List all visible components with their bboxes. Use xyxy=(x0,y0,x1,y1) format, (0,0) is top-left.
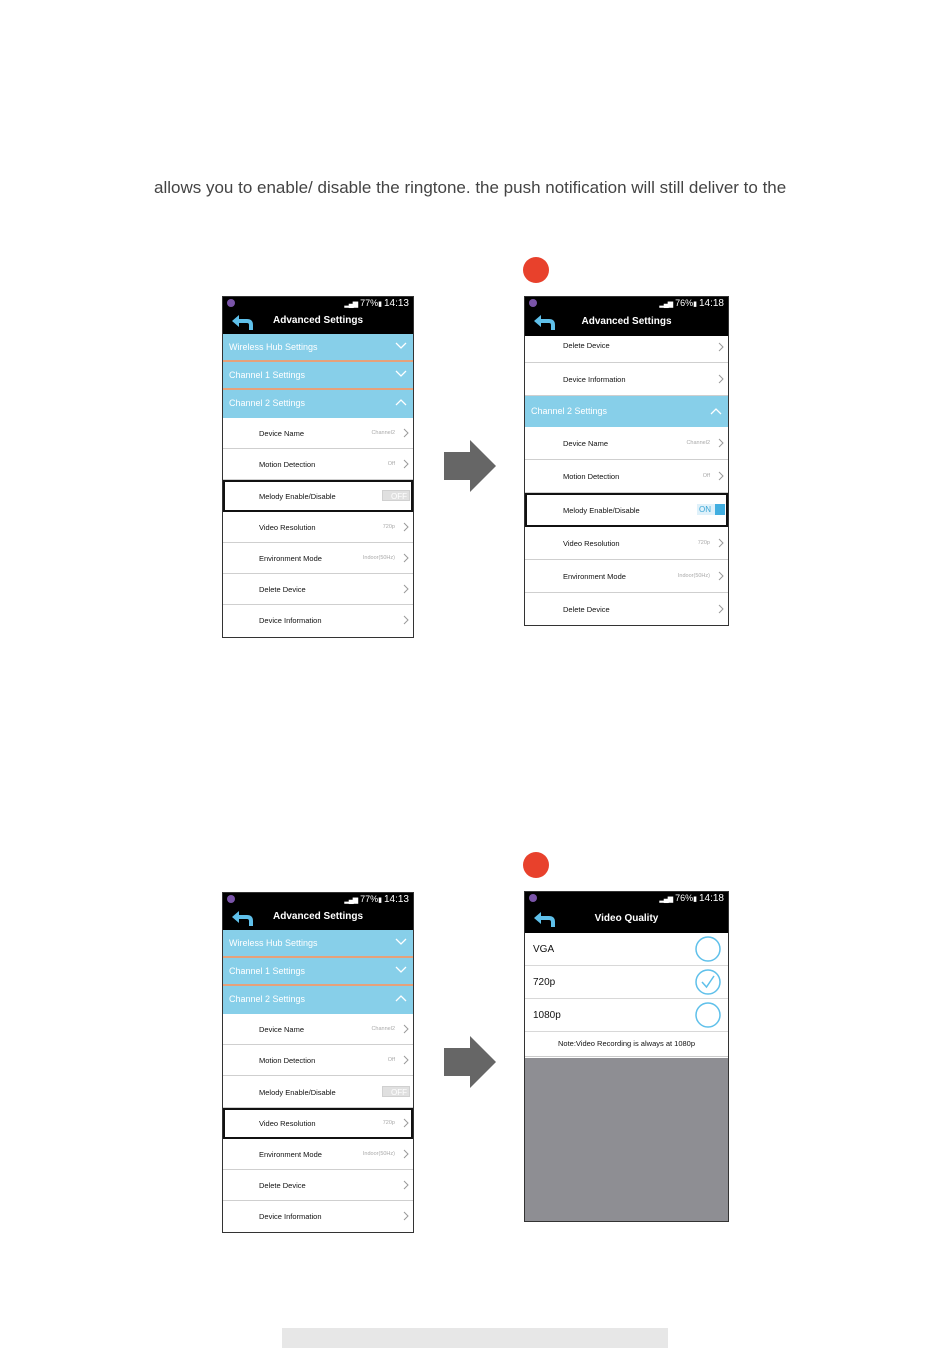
status-bar xyxy=(525,892,728,905)
status-bar xyxy=(525,297,728,310)
status-bar xyxy=(223,297,413,310)
setting-label: Motion Detection xyxy=(259,1056,316,1065)
setting-value: Channel2 xyxy=(371,1026,395,1032)
chevron-right-icon xyxy=(403,428,409,438)
app-notification-icon xyxy=(529,299,537,307)
setting-row-video-resolution[interactable] xyxy=(525,527,728,560)
chevron-right-icon xyxy=(403,1149,409,1159)
chevron-right-icon xyxy=(403,553,409,563)
chevron-up-icon xyxy=(395,994,407,1002)
setting-label: Device Information xyxy=(563,375,626,384)
setting-label: Device Information xyxy=(259,616,322,625)
battery-icon: ▮ xyxy=(378,897,382,904)
chevron-right-icon xyxy=(718,538,724,548)
setting-row-device-information[interactable] xyxy=(223,1201,413,1232)
chevron-right-icon xyxy=(718,604,724,614)
signal-icon: ▂▄▆ xyxy=(659,896,673,903)
battery-icon: ▮ xyxy=(693,301,697,308)
option-label: 1080p xyxy=(533,1010,561,1021)
setting-value: Channel2 xyxy=(371,430,395,436)
setting-row-melody[interactable] xyxy=(223,1076,413,1108)
setting-row-video-resolution[interactable] xyxy=(223,1108,413,1139)
setting-value: Indoor(50Hz) xyxy=(362,1151,395,1157)
setting-label: Delete Device xyxy=(259,585,306,594)
battery-icon: ▮ xyxy=(378,301,382,308)
battery-level: 76% xyxy=(675,893,694,903)
recording-note: Note:Video Recording is always at 1080p xyxy=(525,1032,728,1057)
quality-option-720p[interactable] xyxy=(525,966,728,999)
setting-label: Motion Detection xyxy=(259,460,316,469)
chevron-right-icon xyxy=(718,471,724,481)
step-marker-2 xyxy=(523,852,549,878)
chevron-up-icon xyxy=(395,398,407,406)
quality-option-1080p[interactable] xyxy=(525,999,728,1032)
battery-level: 77% xyxy=(360,894,379,904)
setting-row-melody[interactable] xyxy=(525,493,728,527)
section-wireless-hub-settings[interactable] xyxy=(223,334,413,362)
page-title: Advanced Settings xyxy=(581,316,672,327)
setting-label: Device Name xyxy=(563,439,609,448)
setting-label: Video Resolution xyxy=(563,539,620,548)
chevron-down-icon xyxy=(395,342,407,350)
battery-level: 77% xyxy=(360,298,379,308)
step-marker-1 xyxy=(523,257,549,283)
section-channel-2-settings[interactable] xyxy=(223,390,413,418)
section-label: Channel 1 Settings xyxy=(229,370,306,380)
radio-checked-icon[interactable] xyxy=(695,969,721,995)
setting-label: Device Name xyxy=(259,429,305,438)
intro-text: allows you to enable/ disable the ringtone. the push notification will still deliver to the xyxy=(154,178,787,197)
setting-label: Video Resolution xyxy=(259,523,316,532)
setting-row-delete-device[interactable] xyxy=(525,593,728,626)
chevron-right-icon xyxy=(718,342,724,352)
setting-row-motion-detection[interactable] xyxy=(525,460,728,493)
melody-toggle[interactable] xyxy=(697,504,725,515)
section-label: Wireless Hub Settings xyxy=(229,342,318,352)
section-label: Channel 2 Settings xyxy=(229,994,306,1004)
page-title: Advanced Settings xyxy=(272,911,364,922)
setting-row-device-information[interactable] xyxy=(223,605,413,636)
phone-screen-advanced-settings-3 xyxy=(222,892,414,1233)
chevron-down-icon xyxy=(395,938,407,946)
radio-unchecked-icon[interactable] xyxy=(695,936,721,962)
setting-label: Delete Device xyxy=(563,341,610,350)
clock: 14:18 xyxy=(698,298,724,309)
title-bar xyxy=(223,310,413,334)
setting-row-device-name[interactable] xyxy=(223,1014,413,1045)
clock: 14:13 xyxy=(383,298,409,309)
setting-value: Off xyxy=(387,461,395,467)
setting-value: Indoor(50Hz) xyxy=(362,555,395,561)
setting-row-environment-mode[interactable] xyxy=(525,560,728,593)
clock: 14:13 xyxy=(383,894,409,905)
signal-icon: ▂▄▆ xyxy=(344,301,358,308)
chevron-right-icon xyxy=(403,459,409,469)
option-label: 720p xyxy=(533,977,556,988)
section-channel-1-settings[interactable] xyxy=(223,362,413,390)
app-notification-icon xyxy=(227,895,235,903)
setting-value: Channel2 xyxy=(686,440,710,446)
toggle-knob xyxy=(715,504,725,515)
setting-value: Off xyxy=(702,473,710,479)
setting-label: Environment Mode xyxy=(259,1150,322,1159)
battery-icon: ▮ xyxy=(693,896,697,903)
arrow-right-icon xyxy=(444,1036,496,1088)
setting-label: Device Information xyxy=(259,1212,322,1221)
phone-screen-video-quality xyxy=(524,891,729,1222)
chevron-right-icon xyxy=(718,374,724,384)
chevron-right-icon xyxy=(403,615,409,625)
setting-value: 720p xyxy=(382,1120,395,1126)
section-channel-2-settings[interactable] xyxy=(223,986,413,1014)
quality-option-vga[interactable] xyxy=(525,933,728,966)
setting-value: Indoor(50Hz) xyxy=(677,573,710,579)
melody-toggle[interactable]: OFF xyxy=(382,490,410,501)
empty-area xyxy=(525,1058,728,1221)
app-notification-icon xyxy=(227,299,235,307)
page-title: Video Quality xyxy=(594,913,659,924)
title-bar xyxy=(525,905,728,933)
section-label: Wireless Hub Settings xyxy=(229,938,318,948)
setting-row-device-name[interactable] xyxy=(525,427,728,460)
setting-row-video-resolution[interactable] xyxy=(223,512,413,543)
title-bar xyxy=(223,906,413,930)
setting-label: Melody Enable/Disable xyxy=(563,506,640,515)
chevron-down-icon xyxy=(395,370,407,378)
chevron-right-icon xyxy=(718,571,724,581)
setting-label: Device Name xyxy=(259,1025,305,1034)
chevron-up-icon xyxy=(710,407,722,415)
chevron-right-icon xyxy=(403,522,409,532)
section-label: Channel 2 Settings xyxy=(531,406,608,416)
option-label: VGA xyxy=(533,944,555,955)
page-title: Advanced Settings xyxy=(272,315,364,326)
section-wireless-hub-settings[interactable] xyxy=(223,930,413,958)
setting-value: 720p xyxy=(382,524,395,530)
chevron-right-icon xyxy=(403,1211,409,1221)
setting-label: Delete Device xyxy=(563,605,610,614)
toggle-state: ON xyxy=(699,505,711,514)
setting-row-delete-device[interactable] xyxy=(223,574,413,605)
setting-label: Environment Mode xyxy=(259,554,322,563)
chevron-right-icon xyxy=(403,1055,409,1065)
signal-icon: ▂▄▆ xyxy=(344,897,358,904)
clock: 14:18 xyxy=(698,893,724,904)
setting-row-delete-device[interactable] xyxy=(223,1170,413,1201)
setting-row-environment-mode[interactable] xyxy=(223,1139,413,1170)
status-bar xyxy=(223,893,413,906)
setting-value: Off xyxy=(387,1057,395,1063)
chevron-right-icon xyxy=(403,1180,409,1190)
phone-screen-advanced-settings-2 xyxy=(524,296,729,626)
chevron-right-icon xyxy=(403,584,409,594)
setting-row-device-information[interactable] xyxy=(525,363,728,396)
battery-level: 76% xyxy=(675,298,694,308)
setting-row-motion-detection[interactable] xyxy=(223,449,413,480)
chevron-right-icon xyxy=(403,1024,409,1034)
setting-row-environment-mode[interactable] xyxy=(223,543,413,574)
setting-label: Motion Detection xyxy=(563,472,620,481)
setting-label: Melody Enable/Disable xyxy=(259,492,336,501)
phone-screen-advanced-settings-1 xyxy=(222,296,414,638)
app-notification-icon xyxy=(529,894,537,902)
arrow-right-icon xyxy=(444,440,496,492)
setting-label: Delete Device xyxy=(259,1181,306,1190)
section-label: Channel 1 Settings xyxy=(229,966,306,976)
signal-icon: ▂▄▆ xyxy=(659,301,673,308)
footer-bar xyxy=(282,1328,668,1348)
title-bar xyxy=(525,310,728,336)
setting-label: Environment Mode xyxy=(563,572,626,581)
setting-value: 720p xyxy=(697,540,710,546)
setting-row-motion-detection[interactable] xyxy=(223,1045,413,1076)
setting-row-melody[interactable] xyxy=(223,480,413,512)
melody-toggle[interactable]: OFF xyxy=(382,1086,410,1097)
chevron-down-icon xyxy=(395,966,407,974)
section-label: Channel 2 Settings xyxy=(229,398,306,408)
section-channel-1-settings[interactable] xyxy=(223,958,413,986)
chevron-right-icon xyxy=(403,1118,409,1128)
setting-row-device-name[interactable] xyxy=(223,418,413,449)
setting-row-delete-device[interactable] xyxy=(525,336,728,363)
chevron-right-icon xyxy=(718,438,724,448)
radio-unchecked-icon[interactable] xyxy=(695,1002,721,1028)
setting-label: Melody Enable/Disable xyxy=(259,1088,336,1097)
setting-label: Video Resolution xyxy=(259,1119,316,1128)
section-channel-2-settings[interactable] xyxy=(525,396,728,427)
